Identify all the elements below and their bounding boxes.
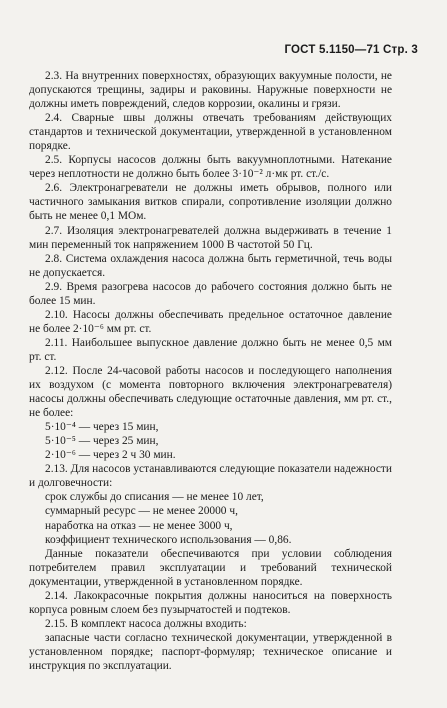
list-item: 5·10⁻⁴ — через 15 мин,: [45, 421, 159, 434]
paragraph: запасные части согласно технической документации, утвержденной в установленном порядке; паспорт-формуляр; техническое описание и инструкция по эксплуатации.: [29, 631, 392, 672]
paragraph: 2.14. Лакокрасочные покрытия должны наноситься на поверхность корпуса ровным слоем без пузырчатостей и подтеков.: [29, 589, 392, 616]
list-item: суммарный ресурс — не менее 20000 ч,: [45, 505, 238, 518]
paragraph: 2.15. В комплект насоса должны входить:: [45, 617, 247, 630]
page-header: ГОСТ 5.1150—71 Стр. 3: [284, 44, 418, 56]
paragraph: 2.6. Электронагреватели не должны иметь обрывов, полного или частичного замыкания витков спирали, сопротивление изоляции должно быть не менее 0,1 МОм.: [29, 182, 392, 223]
paragraph: 2.10. Насосы должны обеспечивать предельное остаточное давление не более 2·10⁻⁶ мм рт. ст.: [29, 308, 392, 335]
document-body: [29, 69, 392, 673]
paragraph: 2.11. Наибольшее выпускное давление должно быть не менее 0,5 мм рт. ст.: [29, 336, 392, 363]
paragraph: 2.9. Время разогрева насосов до рабочего состояния должно быть не более 15 мин.: [29, 280, 392, 307]
list-item: коэффициент технического использования — 0,86.: [45, 533, 292, 546]
paragraph: 2.7. Изоляция электронагревателей должна выдерживать в течение 1 мин переменный ток напряжением 1000 В частотой 50 Гц.: [29, 224, 392, 251]
list-item: срок службы до списания — не менее 10 лет,: [45, 491, 264, 504]
paragraph: 2.5. Корпусы насосов должны быть вакуумноплотными. Натекание через неплотности не должно быть более 3·10⁻² л·мк рт. ст./с.: [29, 154, 392, 181]
paragraph: 2.12. После 24-часовой работы насосов и последующего наполнения их воздухом (с момента повторного включения электронагревателя) насосы должны обеспечивать следующие остаточные давления, мм рт. ст., не более:: [29, 364, 392, 420]
paragraph: 2.13. Для насосов устанавливаются следующие показатели надежности и долговечности:: [29, 463, 392, 490]
list-item: наработка на отказ — не менее 3000 ч,: [45, 519, 233, 532]
paragraph: Данные показатели обеспечиваются при условии соблюдения потребителем правил эксплуатации и требований технической документации, утвержденной в установленном порядке.: [29, 547, 392, 588]
paragraph: 2.3. На внутренних поверхностях, образующих вакуумные полости, не допускаются трещины, задиры и раковины. Наружные поверхности не должны иметь повреждений, следов коррозии, окалины и грязи.: [29, 70, 392, 111]
list-item: 5·10⁻⁵ — через 25 мин,: [45, 435, 159, 448]
list-item: 2·10⁻⁶ — через 2 ч 30 мин.: [45, 449, 176, 462]
paragraph: 2.4. Сварные швы должны отвечать требованиям действующих стандартов и технической документации, утвержденной в установленном порядке.: [29, 112, 392, 153]
paragraph: 2.8. Система охлаждения насоса должна быть герметичной, течь воды не допускается.: [29, 252, 392, 279]
